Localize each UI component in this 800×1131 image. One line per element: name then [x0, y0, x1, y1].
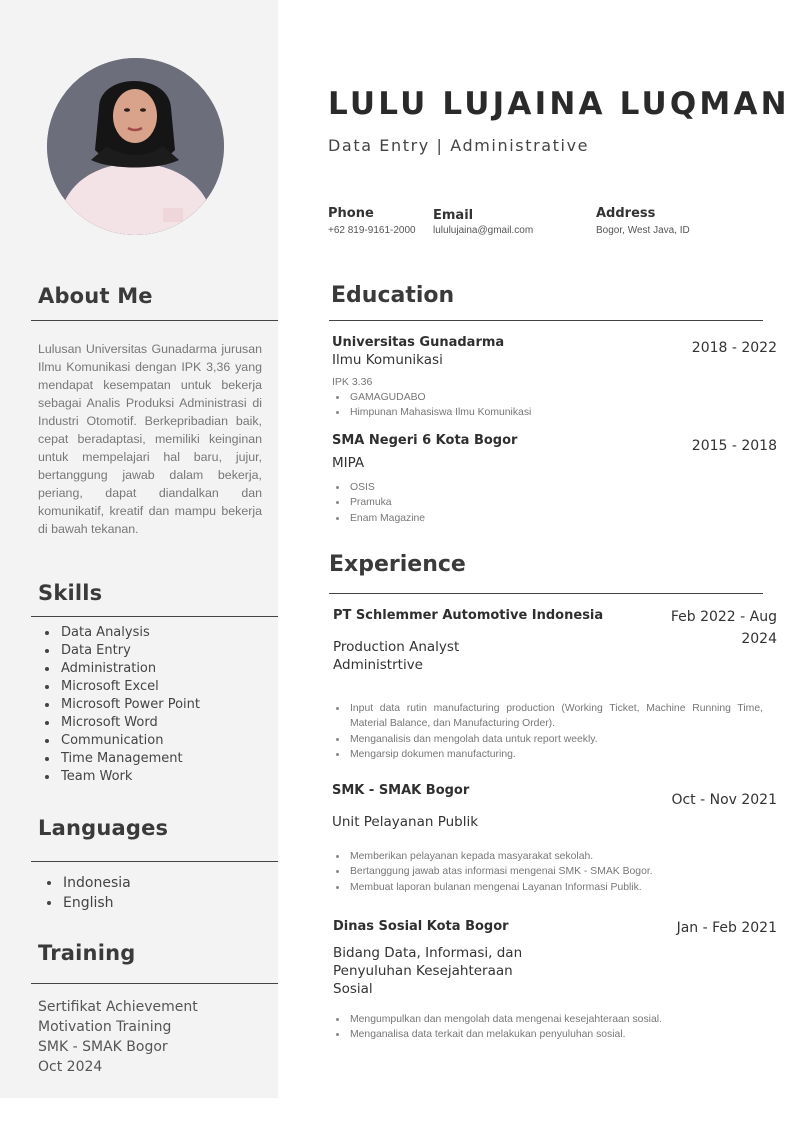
education-major: Ilmu Komunikasi [332, 352, 443, 368]
skill-item: Communication [42, 732, 200, 750]
about-heading: About Me [38, 284, 153, 308]
candidate-name: LULU LUJAINA LUQMAN [328, 86, 790, 122]
experience-position [333, 944, 522, 998]
skills-divider [31, 616, 278, 617]
profile-photo-illustration [47, 58, 224, 235]
education-activities [332, 390, 762, 421]
experience-company: Dinas Sosial Kota Bogor [333, 919, 509, 934]
phone-label: Phone [328, 206, 374, 221]
training-line: Sertifikat Achievement [38, 999, 198, 1015]
skill-item: Microsoft Excel [42, 678, 200, 696]
experience-date: Jan - Feb 2021 [676, 920, 777, 936]
duty-item: Menganalisa data terkait dan melakukan penyuluhan sosial. [332, 1027, 763, 1042]
education-divider [329, 320, 763, 321]
education-activities [332, 480, 762, 526]
education-school: Universitas Gunadarma [332, 335, 505, 350]
duty-item: Membuat laporan bulanan mengenai Layanan Informasi Publik. [332, 880, 763, 895]
duty-item: Memberikan pelayanan kepada masyarakat sekolah. [332, 849, 763, 864]
about-divider [31, 320, 278, 321]
experience-company: PT Schlemmer Automotive Indonesia [333, 608, 604, 623]
activity-item: Himpunan Mahasiswa Ilmu Komunikasi [332, 405, 762, 420]
skill-item: Data Analysis [42, 624, 200, 642]
duty-item: Mengumpulkan dan mengolah data mengenai kesejahteraan sosial. [332, 1012, 763, 1027]
duty-item: Bertanggung jawab atas informasi mengenai SMK - SMAK Bogor. [332, 864, 763, 879]
experience-divider [329, 593, 763, 594]
duty-item: Mengarsip dokumen manufacturing. [332, 747, 763, 762]
duty-item: Input data rutin manufacturing production (Working Ticket, Machine Running Time, Material Balance, dan Manufacturing Order). [332, 701, 763, 732]
profile-photo [47, 58, 224, 235]
experience-position-line: Penyuluhan Kesejahteraan [333, 963, 513, 979]
activity-item: OSIS [332, 480, 762, 495]
education-date: 2015 - 2018 [691, 438, 777, 454]
activity-item: GAMAGUDABO [332, 390, 762, 405]
experience-duties [332, 1012, 763, 1043]
languages-heading: Languages [38, 816, 169, 840]
experience-heading: Experience [329, 552, 466, 577]
training-divider [31, 983, 278, 984]
education-heading: Education [331, 283, 455, 308]
activity-item: Enam Magazine [332, 511, 762, 526]
sidebar [0, 0, 278, 1098]
experience-date-line: 2024 [741, 631, 777, 647]
email-label: Email [433, 208, 474, 223]
training-details [38, 997, 198, 1077]
phone-value: +62 819-9161-2000 [328, 225, 416, 236]
skills-list [42, 624, 200, 786]
experience-position-line: Bidang Data, Informasi, dan [333, 945, 523, 961]
candidate-role: Data Entry | Administrative [328, 136, 590, 155]
training-heading: Training [38, 941, 136, 965]
experience-position-line: Production Analyst [333, 639, 460, 655]
activity-item: Pramuka [332, 495, 762, 510]
experience-date [671, 606, 777, 650]
language-item: English [44, 893, 131, 913]
training-line: Oct 2024 [38, 1059, 103, 1075]
email-value: lululujaina@gmail.com [433, 225, 534, 236]
experience-position [333, 638, 459, 674]
skill-item: Microsoft Word [42, 714, 200, 732]
experience-duties [332, 849, 763, 895]
about-text: Lulusan Universitas Gunadarma jurusan Ilmu Komunikasi dengan IPK 3,36 yang mendapat kesempatan untuk bekerja sebagai Analis Produksi Administrasi di Industri Otomotif. Berkepribadian baik, cepat beradaptasi, memiliki keinginan untuk mempelajari hal baru, jujur, bertanggung jawab dalam bekerja, periang, dapat diandalkan dan komunikatif, kreatif dan mampu bekerja di bawah tekanan. [38, 342, 262, 536]
address-label: Address [596, 206, 656, 221]
skill-item: Microsoft Power Point [42, 696, 200, 714]
experience-position-line: Administrtive [333, 657, 423, 673]
experience-company: SMK - SMAK Bogor [332, 783, 470, 798]
skill-item: Time Management [42, 750, 200, 768]
skill-item: Administration [42, 660, 200, 678]
language-item: Indonesia [44, 873, 131, 893]
education-gpa: IPK 3.36 [332, 376, 373, 388]
skill-item: Data Entry [42, 642, 200, 660]
duty-item: Menganalisis dan mengolah data untuk report weekly. [332, 732, 763, 747]
experience-position-line: Sosial [333, 981, 373, 997]
experience-date-line: Feb 2022 - Aug [670, 609, 777, 625]
skills-heading: Skills [38, 581, 103, 605]
experience-position: Unit Pelayanan Publik [332, 814, 479, 830]
education-date: 2018 - 2022 [691, 340, 777, 356]
experience-duties [332, 701, 763, 762]
education-major: MIPA [332, 455, 365, 471]
languages-list [44, 873, 131, 913]
address-value: Bogor, West Java, ID [596, 225, 690, 236]
languages-divider [31, 861, 278, 862]
skill-item: Team Work [42, 768, 200, 786]
experience-date: Oct - Nov 2021 [671, 792, 777, 808]
education-school: SMA Negeri 6 Kota Bogor [332, 433, 518, 448]
training-line: SMK - SMAK Bogor [38, 1039, 168, 1055]
training-line: Motivation Training [38, 1019, 172, 1035]
